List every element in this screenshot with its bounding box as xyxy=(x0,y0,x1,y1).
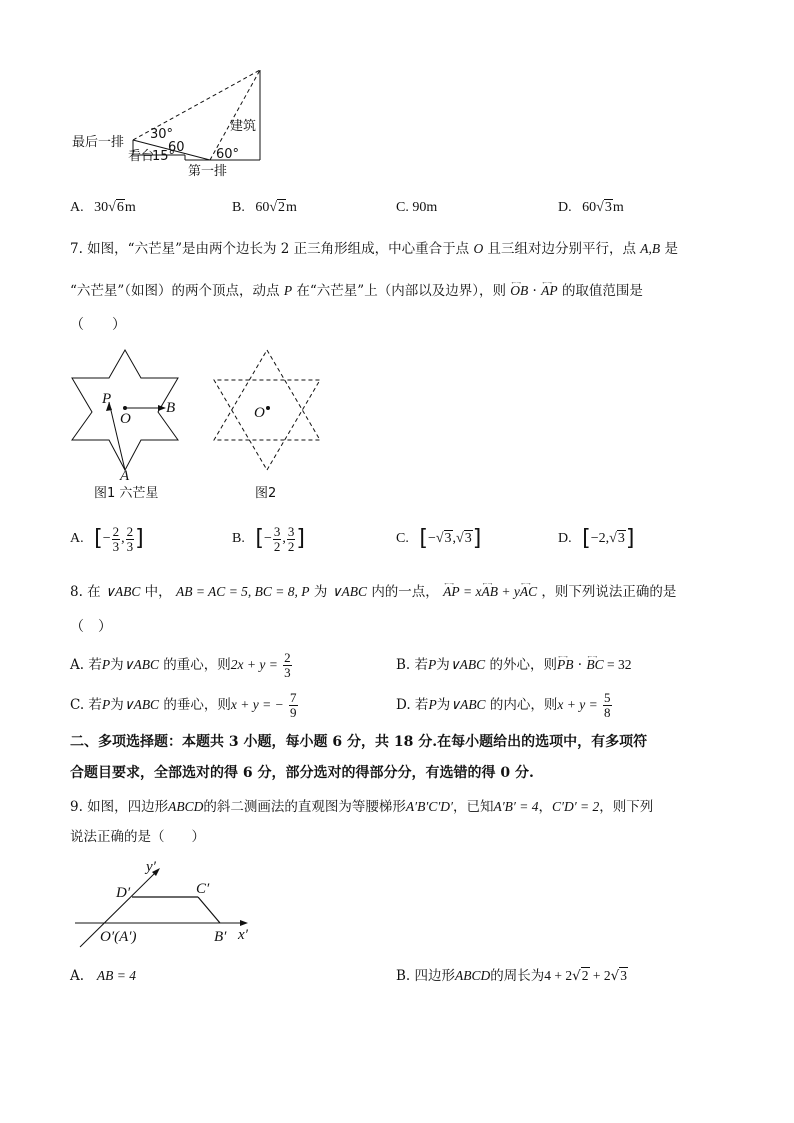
label-p: P xyxy=(102,391,112,407)
q9-text: ， xyxy=(538,799,552,815)
q9-line1 xyxy=(70,798,653,816)
bracket-left: [ xyxy=(582,526,591,551)
option-text: 为 xyxy=(436,697,451,713)
bracket-right: ] xyxy=(296,526,305,551)
condition: AB = AC = 5, BC = 8, P xyxy=(175,584,310,599)
fraction: $\frac{2}{3}$ xyxy=(112,523,120,554)
q7-text: 在“六芒星”上（内部以及边界），则 xyxy=(296,283,506,299)
section2-line1: 二、多项选择题：本题共 3 小题，每小题 6 分，共 18 分.在每小题给出的选项中，有多项符 xyxy=(70,734,648,750)
option-label: C. xyxy=(396,200,409,215)
option-unit: m xyxy=(286,200,297,215)
option-text: 的垂心，则 xyxy=(163,697,231,713)
center-o-dot xyxy=(266,406,270,410)
q8-text: 为 xyxy=(313,584,328,600)
q6-option-a[interactable]: A. 30√6m xyxy=(70,200,136,215)
label-y: y′ xyxy=(146,859,156,875)
option-radicand: 3 xyxy=(604,200,612,215)
q8-text: ，则下列说法正确的是 xyxy=(541,584,677,600)
q7-option-a[interactable]: A. [− $\frac{2}{3}$ , $\frac{2}{3}$ ] xyxy=(70,523,144,554)
option-radicand: 2 xyxy=(278,200,286,215)
option-text: 的内心，则 xyxy=(489,697,558,713)
triangle-up xyxy=(214,350,320,440)
vector-ab: ←→ AB xyxy=(481,583,498,601)
option-text: 为 xyxy=(436,657,450,673)
option-radicand: 6 xyxy=(116,200,124,215)
label-c: C′ xyxy=(196,881,210,897)
point-p: P xyxy=(101,697,111,712)
section2-line2: 合题目要求，全部选对的得 6 分，部分选对的得部分分，有选错的得 0 分. xyxy=(70,765,534,781)
option-label: B. xyxy=(232,200,245,215)
option-text: D. 若 xyxy=(396,697,429,713)
triangle-abc: ∨ABC xyxy=(449,657,486,672)
option-label: A. xyxy=(70,968,85,984)
q7-line2 xyxy=(70,282,643,300)
expression: 4 + 2 xyxy=(544,968,573,983)
center-o-dot xyxy=(123,406,127,410)
q7-text: 是 xyxy=(664,241,678,257)
option-unit: m xyxy=(124,200,136,215)
radicand: 3 xyxy=(444,531,452,547)
fraction: $\frac{2}{3}$ xyxy=(284,650,291,680)
fraction: $\frac{3}{2}$ xyxy=(273,523,281,554)
label-b: B′ xyxy=(214,929,227,945)
bracket-left: [ xyxy=(419,526,428,551)
option-unit: m xyxy=(612,200,624,215)
quad-abcd: ABCD xyxy=(455,968,491,983)
q9-text: ，则下列 xyxy=(599,799,654,815)
fraction: $\frac{5}{8}$ xyxy=(604,690,611,720)
option-label: D. xyxy=(558,531,572,547)
q7-text: “六芒星”（如图）的两个顶点，动点 xyxy=(70,283,280,299)
q7-option-b[interactable]: B. [− $\frac{3}{2}$ , $\frac{3}{2}$ ] xyxy=(232,523,305,554)
q9-text: 9. 如图，四边形 xyxy=(70,799,169,815)
q7-option-c[interactable]: C. [−√3,√3] xyxy=(396,526,482,551)
triangle-abc: ∨ABC xyxy=(123,697,160,712)
q7-text: 7. 如图，“六芒星”是由两个边长为 2 正三角形组成，中心重合于点 xyxy=(70,241,470,257)
q8-paren: （ ） xyxy=(70,619,112,635)
q8-text: 中， xyxy=(144,584,172,600)
vector-ap: ←→ AP xyxy=(541,282,558,300)
figure-q6-building xyxy=(70,60,270,180)
bracket-right: ] xyxy=(625,526,635,551)
bracket-left: [ xyxy=(94,526,103,551)
option-text: 的周长为 xyxy=(490,968,545,984)
q6-option-c[interactable] xyxy=(396,199,437,217)
label-first-row: 第一排 xyxy=(188,164,228,179)
option-text: C. 若 xyxy=(70,697,102,713)
label-x: x′ xyxy=(238,927,248,943)
vector-ap: ←→ AP xyxy=(443,583,460,601)
bracket-right: ] xyxy=(135,526,144,551)
option-text: 为 xyxy=(110,697,124,713)
option-label: A. xyxy=(70,200,84,215)
q9-text: ，已知 xyxy=(452,799,494,815)
option-coef: 60 xyxy=(255,200,270,215)
radicand: 3 xyxy=(617,531,625,547)
figure-q7-hexagram xyxy=(70,340,185,484)
q6-option-d[interactable]: D. 60√3m xyxy=(558,200,624,215)
option-text: 为 xyxy=(110,657,124,673)
x-axis-arrowhead xyxy=(240,920,248,926)
vector-eq-plus: + y xyxy=(497,584,520,599)
triangle-abc: ∨ABC xyxy=(450,697,486,712)
length-60: 60 xyxy=(168,140,185,155)
option-coef: 60 xyxy=(582,200,597,215)
angle-30: 30° xyxy=(150,127,174,142)
value: = 32 xyxy=(603,657,632,672)
q9-option-b[interactable]: B. 四边形ABCD的周长为4 + 2√2 + 2√3 xyxy=(396,968,627,984)
vector-bc: ←→ BC xyxy=(586,648,603,682)
quad-prime: A′B′C′D′ xyxy=(405,799,453,814)
point-p: P xyxy=(428,657,437,672)
figure-q7-hexagram-dashed xyxy=(210,345,325,470)
equation-ab: A′B′ = 4 xyxy=(493,799,539,814)
label-building: 建筑 xyxy=(230,119,257,134)
angle-60: 60° xyxy=(216,147,240,162)
option-text: 的重心，则 xyxy=(163,657,231,673)
vector-ob: ←→ OB xyxy=(510,282,528,300)
radicand: 3 xyxy=(620,968,627,983)
point-p: P xyxy=(283,283,293,298)
triangle-abc: ∨ABC xyxy=(331,584,368,599)
equation-cd: C′D′ = 2 xyxy=(552,799,600,814)
label-o: O xyxy=(254,405,265,421)
label-b: B xyxy=(166,400,176,416)
q8-option-c[interactable] xyxy=(70,688,299,722)
expression: x + y = − xyxy=(230,697,284,712)
fig1-caption: 图1 六芒星 xyxy=(94,486,159,501)
label-o-a: O′(A′) xyxy=(100,929,137,945)
option-label: B. xyxy=(232,531,245,547)
q7-line1 xyxy=(70,240,678,258)
triangle-abc: ∨ABC xyxy=(104,584,141,599)
q8-text: 8. 在 xyxy=(70,584,101,600)
point-o: O xyxy=(473,241,484,256)
triangle-abc: ∨ABC xyxy=(123,657,159,672)
fraction: $\frac{7}{9}$ xyxy=(290,690,297,720)
q8-line1 xyxy=(70,583,676,601)
radicand: 2 xyxy=(581,968,589,983)
label-o: O xyxy=(120,411,131,427)
fraction: $\frac{3}{2}$ xyxy=(287,523,295,554)
triangle-down xyxy=(214,380,320,470)
option-text: A. 若 xyxy=(70,657,102,673)
vector-ac: ←→ AC xyxy=(520,583,537,601)
q8-option-b[interactable] xyxy=(396,648,631,682)
option-text: 的外心，则 xyxy=(489,657,557,673)
vector-eq-mid: = x xyxy=(459,584,482,599)
q9-line2: 说法正确的是（ ） xyxy=(70,829,205,845)
fig2-caption: 图2 xyxy=(255,486,277,501)
vector-pb: ←→ PB xyxy=(557,648,574,682)
fraction: $\frac{2}{3}$ xyxy=(126,523,134,554)
q7-option-d[interactable]: D. [−2,√3] xyxy=(558,526,635,551)
q9-option-a[interactable] xyxy=(70,967,136,985)
lower-bound: −2, xyxy=(590,531,610,547)
option-label: A. xyxy=(70,531,84,547)
q6-option-b[interactable]: B. 60√2m xyxy=(232,200,297,215)
trapezoid-right xyxy=(198,897,220,923)
option-label: C. xyxy=(396,531,409,547)
q8-option-a[interactable] xyxy=(70,648,293,682)
label-stand: 看台 xyxy=(128,149,155,164)
option-text: B. 四边形 xyxy=(396,968,456,984)
quad-abcd: ABCD xyxy=(168,799,204,814)
dot-operator: · xyxy=(573,657,587,673)
expression: AB = 4 xyxy=(96,968,137,983)
option-label: D. xyxy=(558,200,572,215)
point-p: P xyxy=(101,657,111,672)
q7-text: 的取值范围是 xyxy=(561,283,643,299)
label-a: A xyxy=(120,468,130,484)
q9-text: 的斜二测画法的直观图为等腰梯形 xyxy=(203,799,406,815)
q7-text: 且三组对边分别平行，点 xyxy=(487,241,636,257)
expression: + 2 xyxy=(589,968,611,983)
bracket-right: ] xyxy=(472,526,482,551)
option-coef: 30 xyxy=(94,200,109,215)
q8-text: 内的一点， xyxy=(371,584,439,600)
q7-paren: （ ） xyxy=(70,317,126,333)
radicand: 3 xyxy=(464,531,472,547)
figure-q9-trapezoid xyxy=(70,855,270,950)
point-p: P xyxy=(428,697,437,712)
label-last-row: 最后一排 xyxy=(72,135,125,150)
label-d: D′ xyxy=(116,885,131,901)
q8-option-d[interactable] xyxy=(396,688,613,722)
option-text: B. 若 xyxy=(396,657,429,673)
expression: 2x + y = xyxy=(230,657,278,672)
option-text: 90m xyxy=(412,200,438,215)
angle-15: 15° xyxy=(152,149,176,164)
points-ab: A,B xyxy=(640,241,661,256)
bracket-left: [ xyxy=(255,526,264,551)
expression: x + y = xyxy=(557,697,598,712)
dot-operator: · xyxy=(528,283,542,299)
